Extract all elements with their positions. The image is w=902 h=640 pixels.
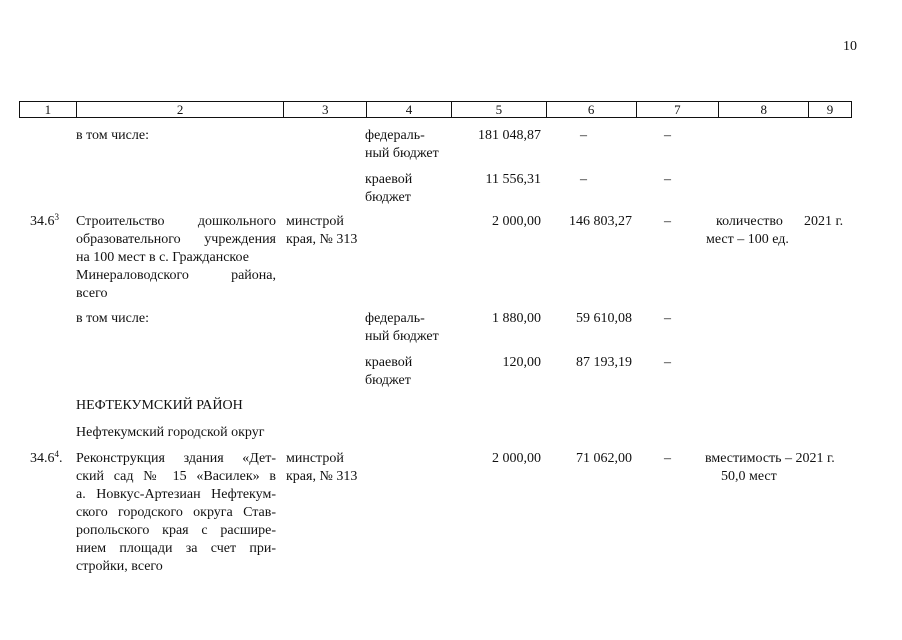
table-header-row [19, 101, 852, 118]
header-cell-5: 5 [452, 102, 547, 117]
header-cell-2: 2 [77, 102, 285, 117]
value-col7: – [664, 128, 671, 143]
value-col6: – [580, 128, 587, 143]
header-cell-9: 9 [826, 102, 834, 117]
source-federal: федераль- ный бюджет [365, 311, 439, 344]
value-col5: 2 000,00 [492, 214, 541, 229]
source-regional: краевой бюджет [365, 355, 413, 388]
item-number: 34.6$^3$ [30, 212, 59, 229]
item-indicator: количество мест – 100 ед. [706, 214, 789, 247]
value-col7: – [664, 172, 671, 187]
header-cell-3: 3 [284, 102, 367, 117]
value-col5: 11 556,31 [485, 172, 541, 187]
item-indicator: вместимость – 2021 г. 50,0 мест [705, 451, 835, 484]
okrug-heading: Нефтекумский городской округ [76, 425, 265, 440]
value-col5: 120,00 [502, 355, 541, 370]
including-label: в том числе: [76, 311, 149, 326]
source-federal: федераль- ный бюджет [365, 128, 439, 161]
header-cell-7: 7 [637, 102, 720, 117]
header-cell-8: 8 [719, 102, 809, 117]
value-col7: – [664, 311, 671, 326]
value-col6: – [580, 172, 587, 187]
value-col5: 1 880,00 [492, 311, 541, 326]
value-col7: – [664, 355, 671, 370]
item-number: 34.6$^4$. [30, 449, 63, 466]
value-col7: – [664, 214, 671, 229]
district-heading: НЕФТЕКУМСКИЙ РАЙОН [76, 398, 243, 413]
item-responsible: минстрой края, № 313 [286, 451, 358, 484]
value-col5: 181 048,87 [478, 128, 541, 143]
item-description: Строительство дошкольного образовательного учреждения на 100 мест в с. Гражданское Минераловодского района, всего [76, 214, 276, 301]
page-number: 10 [843, 39, 857, 54]
header-cell-1: 1 [20, 102, 77, 117]
including-label: в том числе: [76, 128, 149, 143]
value-col5: 2 000,00 [492, 451, 541, 466]
item-description: Реконструкция здания «Дет- ский сад № 15 «Василек» в а. Новкус-Артезиан Нефтекум- ского городского округа Став- ропольского края с расшире- нием площади за счет при- стройки, всего [76, 451, 276, 574]
value-col6: 59 610,08 [576, 311, 632, 326]
item-year: 2021 г. [804, 214, 844, 229]
header-cell-4: 4 [367, 102, 452, 117]
source-regional: краевой бюджет [365, 172, 413, 205]
item-responsible: минстрой края, № 313 [286, 214, 358, 247]
value-col6: 71 062,00 [576, 451, 632, 466]
header-cell-6: 6 [547, 102, 637, 117]
value-col6: 146 803,27 [569, 214, 632, 229]
value-col6: 87 193,19 [576, 355, 632, 370]
value-col7: – [664, 451, 671, 466]
